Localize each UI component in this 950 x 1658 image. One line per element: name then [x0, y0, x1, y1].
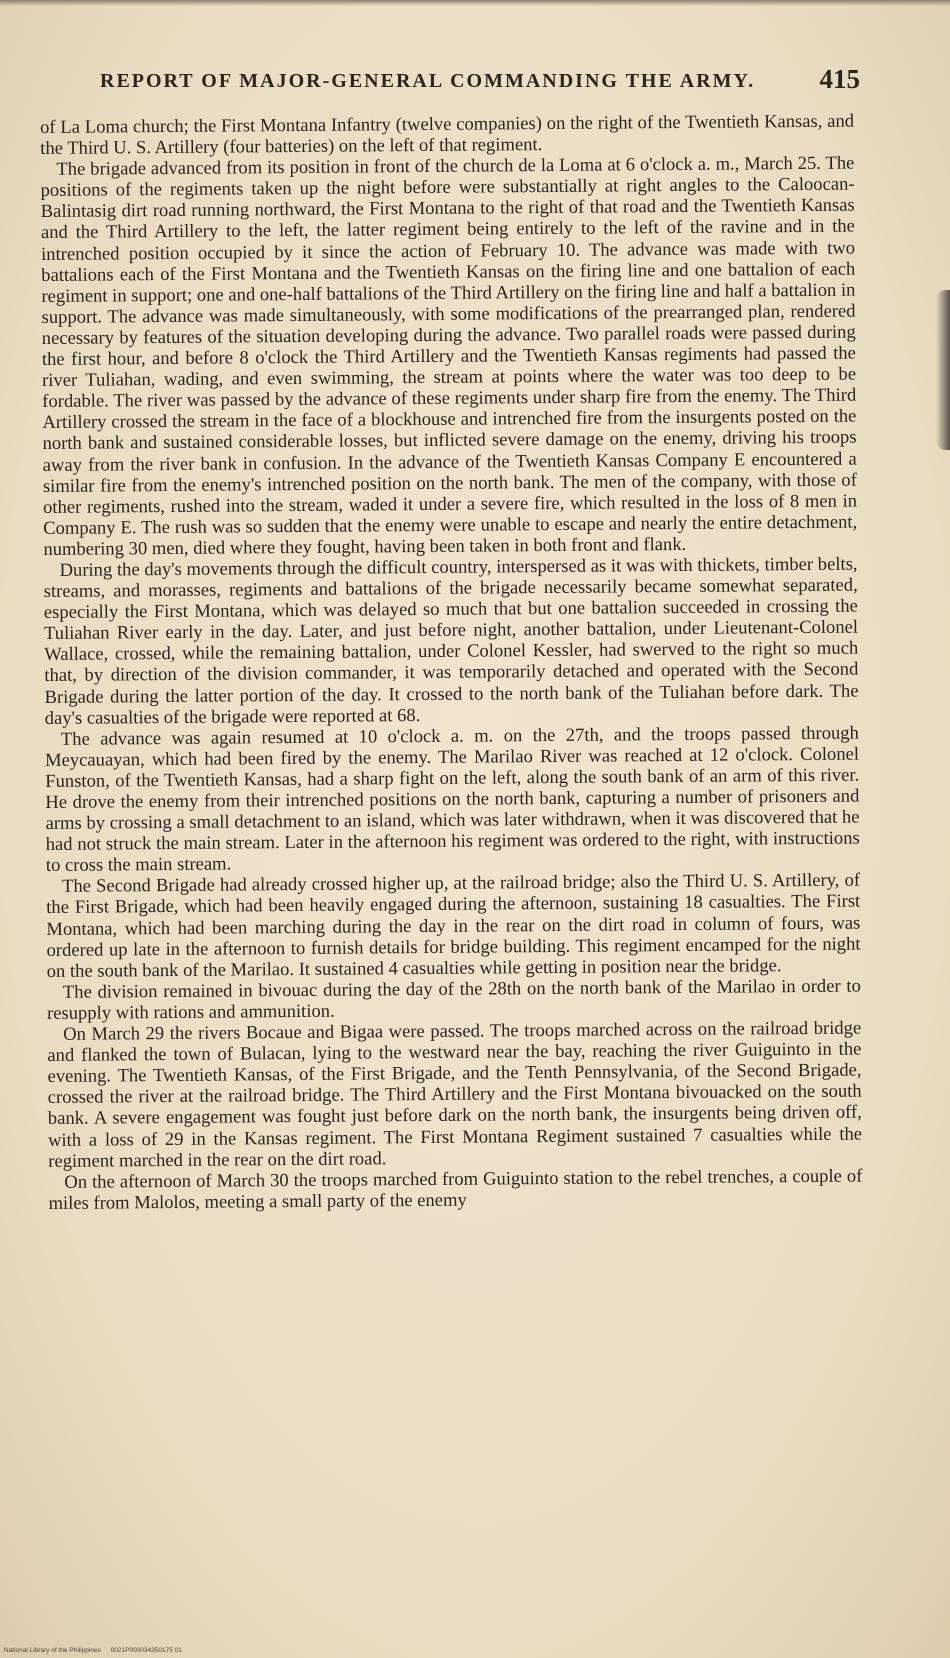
paragraph-7: On March 29 the rivers Bocaue and Bigaa were passed. The troops marched across on the railroad bridge and flanked the town of Bulacan, lying to the westward near the bay, reaching the river Guiguinto in the evening. The Twentieth Kansas, of the First Brigade, and the Tenth Pennsylvania, of the Second Brigade, crossed the river at the railroad bridge. The Third Artillery and the First Montana bivouacked on the south bank. A severe engagement was fought just before dark on the north bank, the insurgents being driven off, with a loss of 29 in the Kansas regiment. The First Montana Regiment sustained 7 casualties while the regiment marched in the rear on the dirt road. — [47, 1017, 863, 1172]
page-top-edge — [0, 0, 950, 6]
paragraph-1: of La Loma church; the First Montana Infantry (twelve companies) on the right of the Twentieth Kansas, and the Third U. S. Artillery (four batteries) on the left of that regiment. — [40, 110, 855, 160]
paragraph-3: During the day's movements through the difficult country, interspersed as it was with thickets, timber belts, streams, and morasses, regiments and battalions of the brigade necessarily became somewhat separated, especially the First Montana, which was delayed so much that but one battalion succeeded in crossing the Tuliahan River early in the day. Later, and just before night, another battalion, under Lieutenant-Colonel Wallace, crossed, while the remaining battalion, under Colonel Kessler, had swerved to the right so much that, by direction of the division commander, it was temporarily detached and operated with the Second Brigade during the latter portion of the day. It crossed to the north bank of the Tuliahan before dark. The day's casualties of the brigade were reported at 68. — [43, 553, 859, 729]
paragraph-2: The brigade advanced from its position in front of the church de la Loma at 6 o'clock a. m., March 25. The positions of the regiments taken up the night before were substantially at right angles to the Caloocan-Balintasig dirt road running northward, the First Montana to the right of that road and the Twentieth Kansas and the Third Artillery to the left, the latter regiment being entirely to the left of the ravine and in the intrenched position occupied by it since the action of February 10. The advance was made with two battalions each of the First Montana and the Twentieth Kansas on the firing line and one battalion of each regiment in support; one and one-half battalions of the Third Artillery on the firing line and half a battalion in support. The advance was made simultaneously, with some modifications of the prearranged plan, rendered necessary by features of the situation developing during the advance. Two parallel roads were passed during the first hour, and before 8 o'clock the Third Artillery and the Twentieth Kansas regiments had passed the river Tuliahan, wading, and even swimming, the stream at points where the water was too deep to be fordable. The river was passed by the advance of these regiments under sharp fire from the enemy. The Third Artillery crossed the stream in the face of a blockhouse and intrenched fire from the insurgents posted on the north bank and sustained considerable losses, but inflicted severe damage on the enemy, driving his troops away from the river bank in confusion. In the advance of the Twentieth Kansas Company E encountered a similar fire from the enemy's intrenched position on the north bank. The men of the company, with those of other regiments, rushed into the stream, waded it under a severe fire, which resulted in the loss of 8 men in Company E. The rush was so sudden that the enemy were unable to escape and nearly the entire detachment, numbering 30 men, died where they fought, having been taken in both front and flank. — [40, 152, 858, 560]
page-edge-shadow — [936, 290, 950, 450]
footer-identifier: 0021P000034350175 01 — [110, 1647, 182, 1654]
footer-library: National Library of the Philippines — [4, 1647, 101, 1654]
paragraph-5: The Second Brigade had already crossed higher up, at the railroad bridge; also the Third U. S. Artillery, of the First Brigade, which had been heavily engaged during the afternoon, sustaining 18 casualties. The First Montana, which had been marching during the day in the rear on the dirt road in column of fours, was ordered up late in the afternoon to furnish details for bridge building. This regiment encamped for the night on the south bank of the Marilao. It sustained 4 casualties while getting in position near the bridge. — [46, 869, 861, 982]
running-head: REPORT OF MAJOR-GENERAL COMMANDING THE ARMY. — [100, 70, 756, 92]
paragraph-6: The division remained in bivouac during the day of the 28th on the north bank of the Marilao in order to resupply with rations and ammunition. — [46, 975, 861, 1024]
report-body — [40, 111, 863, 1214]
paragraph-8: On the afternoon of March 30 the troops marched from Guiguinto station to the rebel trenches, a couple of miles from Malolos, meeting a small party of the enemy — [48, 1165, 863, 1214]
paragraph-4: The advance was again resumed at 10 o'clock a. m. on the 27th, and the troops passed through Meycauayan, which had been fired by the enemy. The Marilao River was reached at 12 o'clock. Colonel Funston, of the Twentieth Kansas, had a sharp fight on the left, along the south bank of an arm of this river. He drove the enemy from their intrenched positions on the north bank, capturing a number of prisoners and arms by crossing a small detachment to an island, which was later withdrawn, when it was discovered that he had not struck the main stream. Later in the afternoon his regiment was ordered to the right, with instructions to cross the main stream. — [44, 722, 860, 877]
scan-footer — [4, 1647, 182, 1654]
page-number: 415 — [819, 64, 860, 94]
page-header — [100, 64, 860, 104]
